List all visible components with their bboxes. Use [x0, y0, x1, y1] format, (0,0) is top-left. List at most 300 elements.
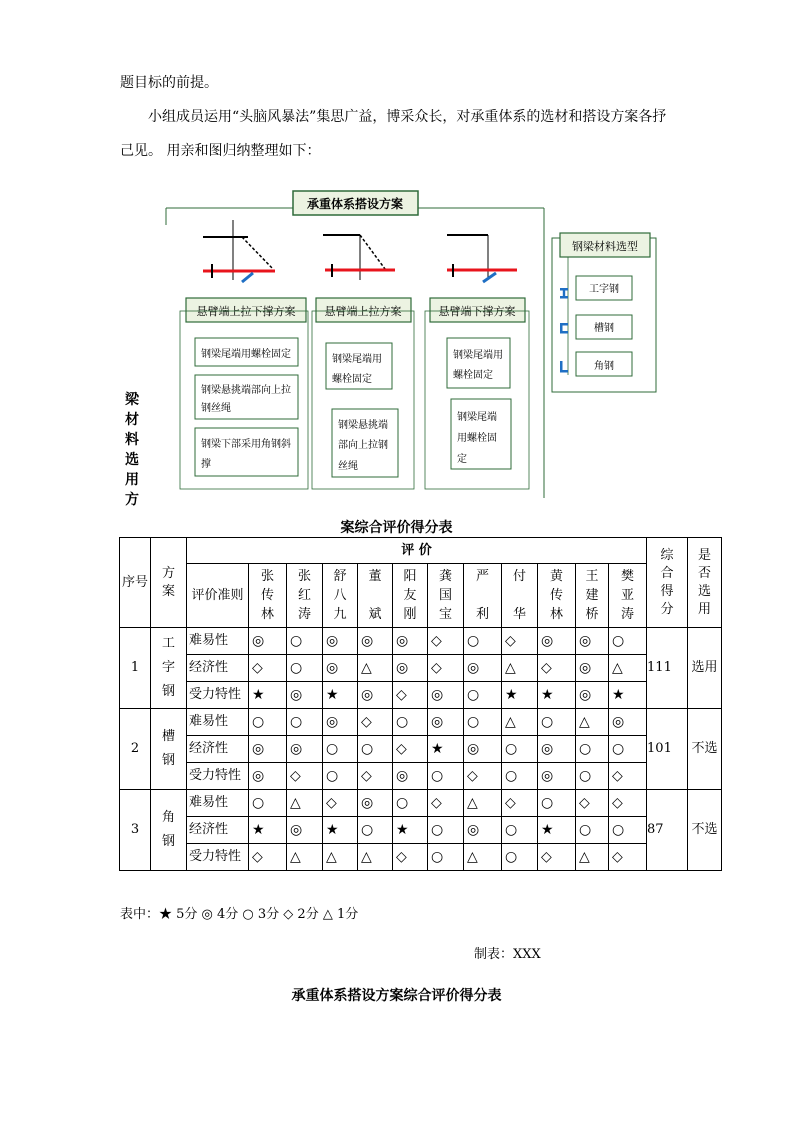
- plan1-box1-text: 钢梁尾端用螺栓固定: [201, 349, 291, 360]
- cell-text: 选: [698, 583, 712, 599]
- score-mark: [538, 817, 576, 844]
- cell-text: ◇: [612, 849, 623, 865]
- row-score: [647, 790, 688, 871]
- cell-text: ◎: [431, 714, 444, 730]
- cell-text: ◎: [361, 687, 374, 703]
- cell-text: ◎: [326, 633, 339, 649]
- plan3-box2-text2: 用螺栓固: [457, 433, 497, 444]
- score-mark: [609, 736, 647, 763]
- score-mark: [502, 709, 538, 736]
- score-mark: [428, 709, 464, 736]
- score-mark: [287, 763, 323, 790]
- cell-text: △: [612, 660, 623, 676]
- cell-text: 难易性: [189, 633, 229, 648]
- score-mark: [502, 682, 538, 709]
- cell-text: ◇: [361, 768, 372, 784]
- cell-text: 3: [130, 822, 140, 837]
- cell-text: ◇: [467, 768, 478, 784]
- cell-text: ◇: [396, 741, 407, 757]
- cell-text: △: [290, 849, 301, 865]
- cell-text: ◎: [252, 741, 265, 757]
- cell-text: ◇: [326, 795, 337, 811]
- score-mark: [358, 817, 393, 844]
- material-title: 钢梁材料选型: [572, 240, 638, 253]
- cell-text: 涛: [297, 607, 311, 622]
- cell-text: ○: [326, 768, 339, 784]
- score-mark: [323, 736, 358, 763]
- score-mark: [249, 736, 287, 763]
- cell-text: ◎: [252, 633, 265, 649]
- cell-text: ◇: [541, 849, 552, 865]
- score-mark: [287, 790, 323, 817]
- score-mark: [323, 817, 358, 844]
- plan2-box1-text1: 钢梁尾端用: [332, 354, 382, 365]
- cell-text: ◎: [541, 768, 554, 784]
- cell-text: ○: [431, 849, 444, 865]
- cell-text: ○: [431, 768, 444, 784]
- cell-text: ◇: [396, 687, 407, 703]
- cell-text: 111: [647, 660, 672, 675]
- score-mark: [428, 763, 464, 790]
- score-mark: [502, 817, 538, 844]
- side-label-char: 用: [125, 472, 139, 488]
- main-title: 承重体系搭设方案: [306, 197, 404, 211]
- cell-text: 101: [647, 741, 672, 756]
- cell-text: 传: [549, 588, 563, 603]
- cell-text: ○: [612, 822, 625, 838]
- evaluator-name: [428, 564, 464, 628]
- side-label-char: 方: [125, 492, 139, 508]
- score-mark: [249, 709, 287, 736]
- cell-text: 钢: [161, 684, 175, 699]
- score-mark: [249, 817, 287, 844]
- score-mark: [323, 682, 358, 709]
- score-mark: [393, 790, 428, 817]
- cell-text: ◎: [467, 741, 480, 757]
- cell-text: ◇: [252, 660, 263, 676]
- cell-text: 难易性: [189, 795, 229, 810]
- score-mark: [287, 682, 323, 709]
- cell-text: ○: [612, 741, 625, 757]
- score-mark: [464, 844, 502, 871]
- cell-text: ◎: [252, 768, 265, 784]
- score-mark: [323, 790, 358, 817]
- cell-text: ○: [290, 633, 303, 649]
- header-eval: [187, 538, 647, 564]
- cell-text: ◎: [467, 660, 480, 676]
- score-mark: [464, 763, 502, 790]
- evaluator-name: [538, 564, 576, 628]
- cell-text: ◎: [579, 687, 592, 703]
- cell-text: 2: [130, 741, 140, 756]
- table-title: 案综合评价得分表: [340, 520, 453, 536]
- cell-text: 1: [130, 660, 140, 675]
- score-mark: [428, 655, 464, 682]
- cell-text: 九: [333, 607, 347, 622]
- cell-text: ○: [290, 714, 303, 730]
- evaluator-name: [358, 564, 393, 628]
- score-mark: [249, 844, 287, 871]
- header-seq: [120, 538, 151, 628]
- plan1-box2-text1: 钢梁悬挑端部向上拉: [201, 385, 291, 396]
- cell-text: ○: [505, 768, 518, 784]
- paragraph-line-1: 题目标的前提。: [120, 75, 218, 91]
- cell-text: △: [361, 849, 372, 865]
- cell-text: 是: [698, 547, 712, 563]
- cell-text: ★: [326, 822, 339, 838]
- row-plan-name: [151, 628, 187, 709]
- cell-text: 字: [161, 660, 175, 675]
- score-mark: [393, 655, 428, 682]
- cell-text: 钢: [161, 834, 175, 849]
- score-mark: [502, 655, 538, 682]
- cell-text: ◇: [541, 660, 552, 676]
- score-mark: [609, 844, 647, 871]
- header-criteria: [187, 564, 249, 628]
- score-mark: [609, 763, 647, 790]
- cell-text: 传: [260, 588, 274, 603]
- cell-text: ◇: [431, 633, 442, 649]
- score-mark: [576, 628, 609, 655]
- evaluator-name: [576, 564, 609, 628]
- score-mark: [538, 844, 576, 871]
- score-mark: [393, 844, 428, 871]
- side-label-char: 材: [125, 412, 139, 428]
- score-mark: [538, 655, 576, 682]
- cell-text: 亚: [621, 588, 635, 603]
- cell-text: ◎: [361, 633, 374, 649]
- header-total: [647, 538, 688, 628]
- evaluator-name: [502, 564, 538, 628]
- cell-text: ★: [396, 822, 409, 838]
- score-mark: [393, 736, 428, 763]
- cell-text: 序号: [121, 574, 148, 590]
- cell-text: ◎: [541, 633, 554, 649]
- cell-text: 不选: [691, 741, 718, 756]
- cell-text: ◎: [612, 714, 625, 730]
- score-mark: [287, 817, 323, 844]
- evaluator-name: [464, 564, 502, 628]
- cell-text: 华: [512, 607, 526, 622]
- cell-text: 方: [161, 565, 175, 581]
- score-mark: [609, 790, 647, 817]
- cell-text: 斌: [368, 607, 382, 622]
- cell-text: 严: [475, 569, 489, 584]
- cell-text: ★: [252, 822, 265, 838]
- cell-text: ○: [361, 741, 374, 757]
- cell-text: 评 价: [401, 542, 432, 558]
- criteria-label: [187, 844, 249, 871]
- cell-text: 舒: [333, 569, 347, 584]
- score-mark: [538, 736, 576, 763]
- score-mark: [393, 709, 428, 736]
- cell-text: ◎: [326, 660, 339, 676]
- score-mark: [502, 790, 538, 817]
- cell-text: ◎: [290, 741, 303, 757]
- criteria-label: [187, 790, 249, 817]
- cell-text: ◎: [290, 822, 303, 838]
- plan3-title: 悬臂端下撑方案: [438, 305, 516, 318]
- score-mark: [576, 682, 609, 709]
- cell-text: ◎: [396, 660, 409, 676]
- score-mark: [249, 628, 287, 655]
- cell-text: 受力特性: [189, 768, 242, 783]
- score-mark: [576, 790, 609, 817]
- cell-text: △: [505, 714, 516, 730]
- row-score: [647, 709, 688, 790]
- cell-text: 友: [403, 588, 417, 603]
- cell-text: ◇: [505, 633, 516, 649]
- row-seq: [120, 709, 151, 790]
- cell-text: ◎: [579, 660, 592, 676]
- row-seq: [120, 628, 151, 709]
- cell-text: ◇: [579, 795, 590, 811]
- cell-text: 龚: [438, 569, 452, 584]
- cell-text: 张: [297, 569, 311, 584]
- cell-text: 经济性: [189, 822, 229, 837]
- row-plan-name: [151, 709, 187, 790]
- cell-text: 利: [475, 607, 489, 622]
- score-mark: [249, 790, 287, 817]
- cell-text: 建: [585, 588, 599, 603]
- score-mark: [249, 655, 287, 682]
- plan1-box3-text1: 钢梁下部采用角钢斜: [201, 439, 291, 450]
- score-mark: [428, 790, 464, 817]
- cell-text: 用: [698, 601, 712, 617]
- cell-text: ◇: [396, 849, 407, 865]
- score-mark: [428, 628, 464, 655]
- row-select: [688, 790, 722, 871]
- cell-text: ○: [361, 822, 374, 838]
- cell-text: ○: [505, 822, 518, 838]
- plan2-box1-text2: 螺栓固定: [332, 374, 372, 385]
- cell-text: 涛: [621, 607, 635, 622]
- cell-text: ★: [505, 687, 518, 703]
- cell-text: ★: [541, 822, 554, 838]
- cell-text: 经济性: [189, 660, 229, 675]
- cell-text: 得: [660, 583, 674, 599]
- evaluator-name: [287, 564, 323, 628]
- cell-text: 黄: [549, 569, 563, 584]
- plan2-title: 悬臂端上拉方案: [324, 305, 402, 318]
- row-seq: [120, 790, 151, 871]
- score-mark: [538, 682, 576, 709]
- score-mark: [393, 763, 428, 790]
- score-mark: [358, 736, 393, 763]
- paragraph-line-2: 小组成员运用“头脑风暴法”集思广益，博采众长，对承重体系的选材和搭设方案各抒: [148, 109, 667, 125]
- score-mark: [358, 655, 393, 682]
- cell-text: ○: [252, 795, 265, 811]
- score-mark: [287, 844, 323, 871]
- material-i-beam: 工字钢: [589, 284, 619, 295]
- table-maker: 制表：XXX: [474, 947, 541, 962]
- cell-text: 不选: [691, 822, 718, 837]
- plan2-box2-text3: 丝绳: [338, 461, 358, 472]
- score-mark: [502, 763, 538, 790]
- cell-text: 林: [260, 607, 274, 622]
- cell-text: ○: [505, 849, 518, 865]
- cell-text: △: [290, 795, 301, 811]
- paragraph-line-3: 己见。 用亲和图归纳整理如下：: [120, 143, 321, 159]
- plan2-box2-text1: 钢梁悬挑端: [338, 420, 388, 431]
- cell-text: ○: [326, 741, 339, 757]
- cell-text: ○: [579, 741, 592, 757]
- score-mark: [502, 736, 538, 763]
- cell-text: ◎: [467, 822, 480, 838]
- cell-text: 案: [161, 583, 175, 599]
- cell-text: 宝: [438, 607, 452, 622]
- cell-text: 阳: [403, 569, 417, 584]
- cell-text: ○: [541, 795, 554, 811]
- angle-steel-icon: [560, 361, 568, 373]
- score-mark: [502, 844, 538, 871]
- score-mark: [393, 682, 428, 709]
- material-angle: 角钢: [594, 361, 614, 372]
- score-mark: [249, 682, 287, 709]
- score-mark: [538, 628, 576, 655]
- cell-text: ◎: [396, 633, 409, 649]
- score-mark: [502, 628, 538, 655]
- plan2-box2-text2: 部向上拉钢: [338, 440, 388, 451]
- cell-text: △: [326, 849, 337, 865]
- cell-text: ◎: [541, 741, 554, 757]
- cell-text: 樊: [621, 569, 635, 584]
- cell-text: ◎: [431, 687, 444, 703]
- score-mark: [428, 817, 464, 844]
- cell-text: ◇: [290, 768, 301, 784]
- cell-text: △: [361, 660, 372, 676]
- i-beam-icon: [560, 288, 568, 299]
- score-mark: [323, 844, 358, 871]
- cell-text: ◇: [612, 768, 623, 784]
- criteria-label: [187, 709, 249, 736]
- cell-text: ○: [467, 714, 480, 730]
- plan3-box1-text2: 螺栓固定: [453, 370, 493, 381]
- score-mark: [576, 763, 609, 790]
- header-plan: [151, 538, 187, 628]
- score-mark: [358, 763, 393, 790]
- score-mark: [538, 709, 576, 736]
- score-mark: [464, 655, 502, 682]
- criteria-label: [187, 817, 249, 844]
- cell-text: 林: [549, 607, 563, 622]
- cell-text: ◎: [326, 714, 339, 730]
- score-mark: [464, 817, 502, 844]
- cell-text: 红: [297, 588, 311, 603]
- cell-text: 桥: [585, 607, 599, 622]
- cell-text: ○: [396, 795, 409, 811]
- cell-text: 经济性: [189, 741, 229, 756]
- score-mark: [323, 655, 358, 682]
- score-mark: [576, 655, 609, 682]
- row-plan-name: [151, 790, 187, 871]
- cell-text: 张: [260, 569, 274, 584]
- cell-text: 受力特性: [189, 849, 242, 864]
- cell-text: 董: [368, 569, 382, 584]
- side-label-char: 选: [125, 452, 139, 468]
- cell-text: △: [579, 714, 590, 730]
- side-label-char: 梁: [125, 392, 139, 408]
- cell-text: ○: [467, 633, 480, 649]
- cell-text: 合: [660, 565, 674, 581]
- row-select: [688, 628, 722, 709]
- evaluator-name: [249, 564, 287, 628]
- material-channel: 槽钢: [594, 323, 614, 334]
- cell-text: 否: [698, 565, 712, 581]
- plan3-box1-text1: 钢梁尾端用: [453, 350, 503, 361]
- affinity-diagram: [160, 185, 660, 505]
- cell-text: 评价准则: [191, 587, 244, 603]
- cell-text: △: [467, 795, 478, 811]
- cell-text: ◎: [290, 687, 303, 703]
- criteria-label: [187, 682, 249, 709]
- cell-text: 87: [647, 822, 664, 837]
- cell-text: ★: [541, 687, 554, 703]
- score-mark: [358, 682, 393, 709]
- score-mark: [287, 628, 323, 655]
- cell-text: 选用: [691, 660, 718, 675]
- score-mark: [609, 628, 647, 655]
- cell-text: ○: [505, 741, 518, 757]
- cell-text: 国: [438, 588, 452, 603]
- cell-text: △: [579, 849, 590, 865]
- criteria-label: [187, 655, 249, 682]
- cell-text: ◎: [579, 633, 592, 649]
- score-mark: [323, 763, 358, 790]
- cell-text: ★: [326, 687, 339, 703]
- plan1-title: 悬臂端上拉下撑方案: [196, 305, 296, 318]
- criteria-label: [187, 628, 249, 655]
- score-mark: [358, 709, 393, 736]
- row-score: [647, 628, 688, 709]
- score-mark: [538, 763, 576, 790]
- cell-text: ◇: [431, 795, 442, 811]
- plan3-box2-text3: 定: [457, 454, 467, 465]
- score-mark: [464, 736, 502, 763]
- cell-text: ◇: [361, 714, 372, 730]
- score-mark: [464, 682, 502, 709]
- cell-text: ◎: [361, 795, 374, 811]
- score-mark: [428, 844, 464, 871]
- cell-text: ◇: [431, 660, 442, 676]
- header-select: [688, 538, 722, 628]
- cell-text: △: [505, 660, 516, 676]
- cell-text: △: [467, 849, 478, 865]
- score-mark: [538, 790, 576, 817]
- legend: 表中：★ 5分 ◎ 4分 ○ 3分 ◇ 2分 △ 1分: [120, 907, 359, 922]
- score-mark: [576, 817, 609, 844]
- score-mark: [609, 655, 647, 682]
- plan1-box3-text2: 撑: [201, 459, 211, 470]
- footer-title: 承重体系搭设方案综合评价得分表: [291, 988, 502, 1004]
- evaluator-name: [609, 564, 647, 628]
- cell-text: ○: [579, 768, 592, 784]
- cell-text: 王: [585, 569, 599, 584]
- evaluator-name: [393, 564, 428, 628]
- score-mark: [287, 736, 323, 763]
- cell-text: 角: [161, 810, 175, 825]
- cell-text: ○: [579, 822, 592, 838]
- cell-text: ○: [396, 714, 409, 730]
- plan3-box2-text1: 钢梁尾端: [457, 412, 497, 423]
- side-label: [123, 390, 141, 510]
- cell-text: ○: [612, 633, 625, 649]
- cell-text: ○: [252, 714, 265, 730]
- cell-text: ◇: [252, 849, 263, 865]
- cell-text: 八: [333, 588, 347, 603]
- score-mark: [609, 709, 647, 736]
- cell-text: ○: [541, 714, 554, 730]
